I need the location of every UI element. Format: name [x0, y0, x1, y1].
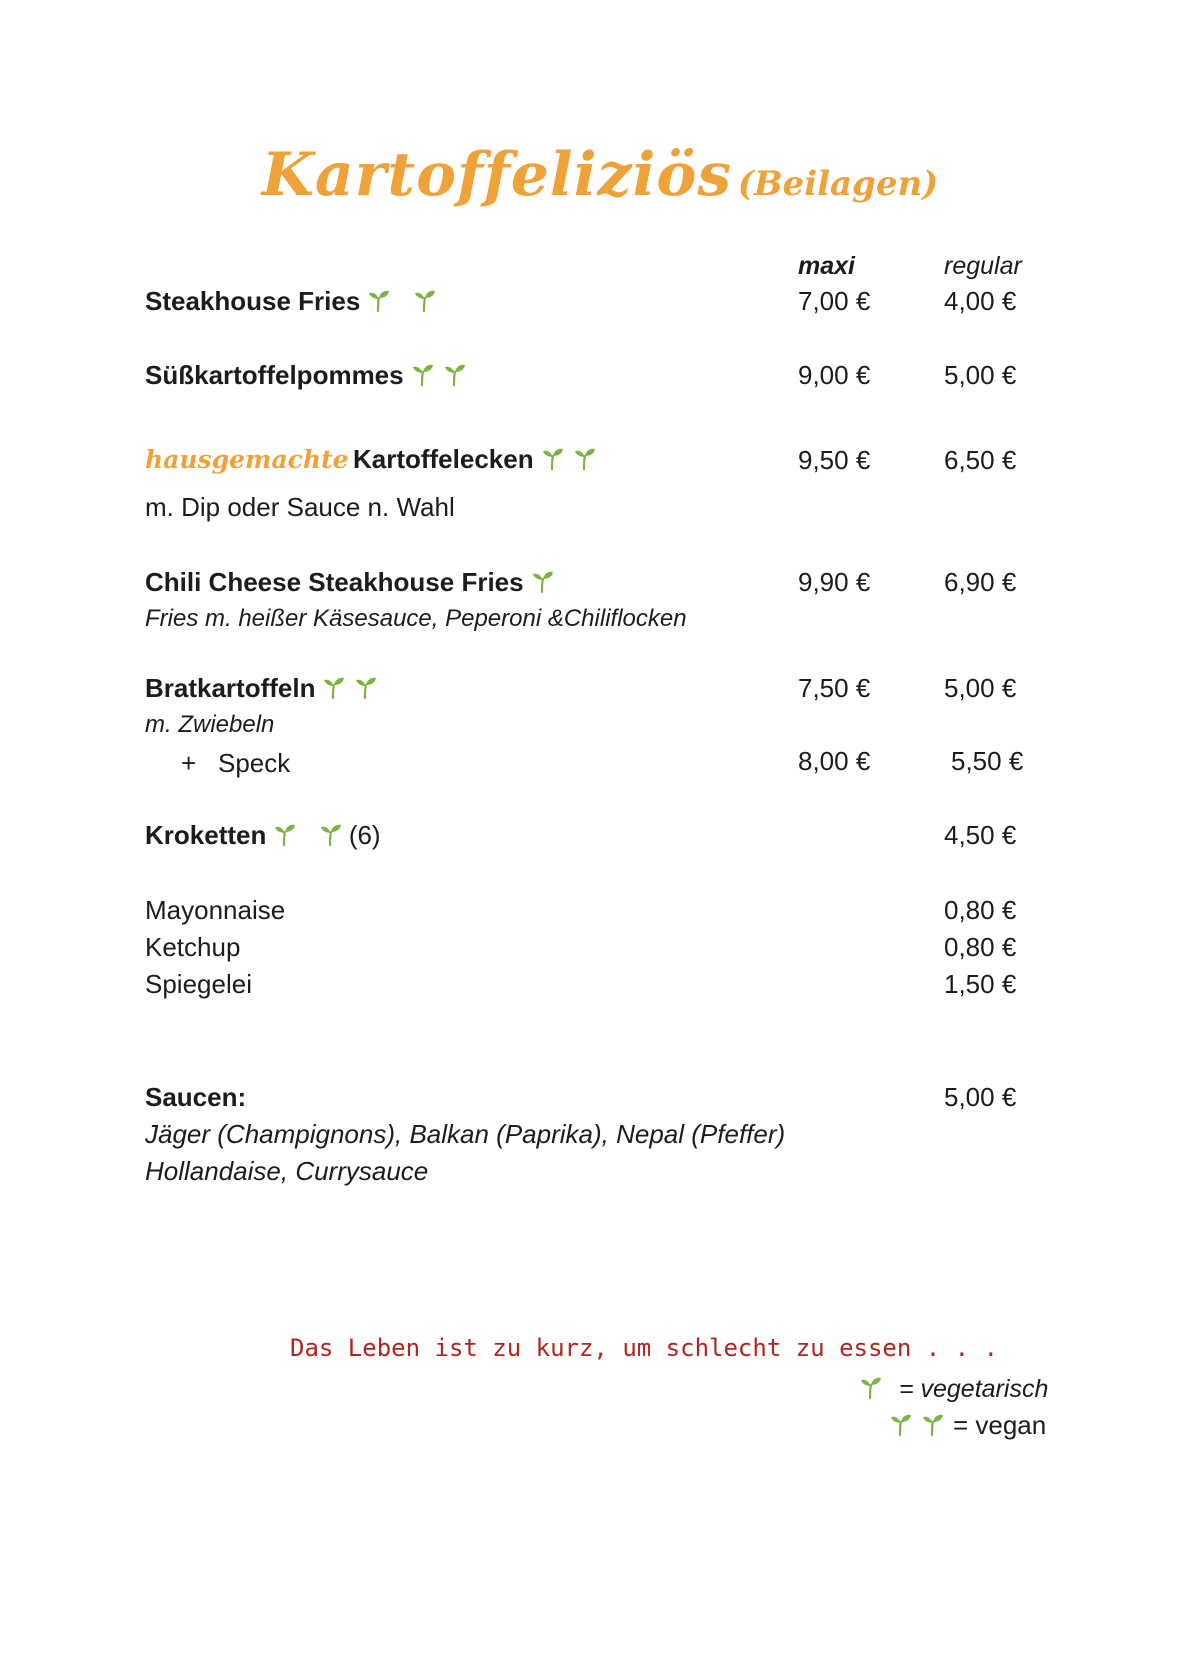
item-name: Kartoffelecken [352, 444, 534, 474]
menu-item-steakhouse-fries [145, 286, 438, 317]
column-header-regular: regular [944, 252, 1022, 280]
menu-item-kroketten [145, 820, 381, 851]
price-regular: 5,00 € [944, 360, 1017, 390]
extra-ketchup: Ketchup [145, 932, 241, 962]
title-main: Kartoffeliziös [261, 140, 733, 210]
price-regular: 4,50 € [944, 820, 1017, 850]
item-name: Kroketten [145, 820, 267, 850]
page-title [0, 140, 1200, 210]
addon-price-maxi: 8,00 € [798, 746, 871, 776]
item-description: m. Zwiebeln [145, 711, 275, 738]
sprout-icon [366, 287, 392, 313]
item-name: Bratkartoffeln [145, 673, 316, 703]
item-name: Süßkartoffelpommes [145, 360, 404, 390]
legend-vegan-label: = vegan [952, 1410, 1047, 1440]
price-maxi: 7,00 € [798, 286, 871, 316]
item-description: Fries m. heißer Käsesauce, Peperoni &Chiliflocken [145, 605, 687, 632]
sprout-icon [353, 674, 379, 700]
menu-item-suesskartoffelpommes [145, 360, 468, 391]
item-prefix: hausgemachte [145, 445, 349, 474]
title-sub: (Beilagen) [737, 164, 939, 204]
sprout-icon [572, 445, 598, 471]
addon-sign: + [181, 748, 197, 778]
footer-quote: Das Leben ist zu kurz, um schlecht zu essen . . . [290, 1334, 999, 1362]
sauces-list-1: Jäger (Champignons), Balkan (Paprika), Nepal (Pfeffer) [145, 1119, 786, 1149]
price-regular: 6,50 € [944, 445, 1017, 475]
sauces-price: 5,00 € [944, 1082, 1017, 1112]
menu-item-bratkartoffeln [145, 673, 379, 704]
sprout-icon [272, 821, 298, 847]
sprout-icon [321, 674, 347, 700]
legend-vegetarian-label: = vegetarisch [898, 1375, 1049, 1403]
extra-price: 0,80 € [944, 895, 1017, 925]
menu-item-kartoffelecken [145, 444, 598, 475]
addon-name: Speck [218, 748, 291, 778]
sprout-icon [540, 445, 566, 471]
price-maxi: 9,90 € [798, 567, 871, 597]
addon-price-regular: 5,50 € [951, 746, 1024, 776]
item-count: (6) [348, 820, 381, 850]
sprout-icon [920, 1411, 946, 1437]
sprout-icon [412, 287, 438, 313]
legend-vegan [882, 1410, 1046, 1441]
legend-vegetarian [852, 1374, 1048, 1404]
item-name: Chili Cheese Steakhouse Fries [145, 567, 524, 597]
sauces-title: Saucen: [145, 1082, 247, 1112]
extra-price: 0,80 € [944, 932, 1017, 962]
extra-mayonnaise: Mayonnaise [145, 895, 286, 925]
sprout-icon [318, 821, 344, 847]
price-maxi: 9,00 € [798, 360, 871, 390]
column-header-maxi: maxi [798, 252, 855, 280]
price-regular: 5,00 € [944, 673, 1017, 703]
extra-price: 1,50 € [944, 969, 1017, 999]
sprout-icon [858, 1374, 884, 1400]
price-maxi: 9,50 € [798, 445, 871, 475]
sprout-icon [888, 1411, 914, 1437]
sauces-list-2: Hollandaise, Currysauce [145, 1156, 429, 1186]
price-regular: 6,90 € [944, 567, 1017, 597]
price-maxi: 7,50 € [798, 673, 871, 703]
extra-spiegelei: Spiegelei [145, 969, 252, 999]
sprout-icon [442, 361, 468, 387]
menu-item-chili-cheese-fries [145, 567, 556, 598]
sprout-icon [530, 568, 556, 594]
sprout-icon [410, 361, 436, 387]
price-regular: 4,00 € [944, 286, 1017, 316]
item-name: Steakhouse Fries [145, 286, 361, 316]
item-description: m. Dip oder Sauce n. Wahl [145, 492, 455, 522]
